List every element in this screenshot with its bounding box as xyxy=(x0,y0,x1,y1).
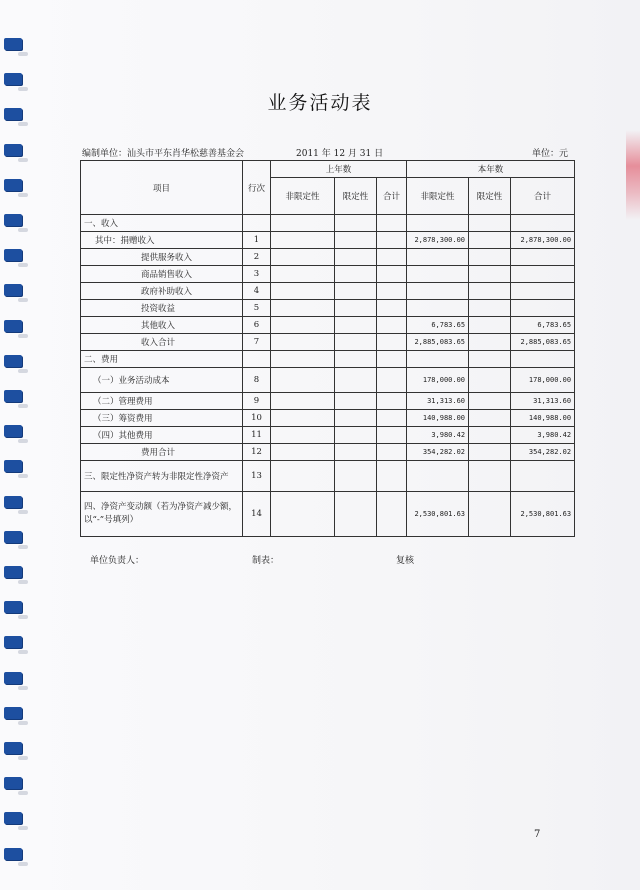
prepared-label: 制表： xyxy=(252,556,280,566)
header-prev-unrestricted: 非限定性 xyxy=(271,178,335,215)
row-line-number: 7 xyxy=(243,334,271,351)
binding-ring xyxy=(18,474,28,478)
header-prev-year: 上年数 xyxy=(271,161,407,178)
binding-hole xyxy=(4,179,22,191)
binding-hole xyxy=(4,742,22,754)
page-title: 业务活动表 xyxy=(267,92,373,114)
cur-total-cell: 2,878,300.00 xyxy=(511,232,575,249)
prev-restricted-cell xyxy=(335,300,377,317)
binding-ring xyxy=(18,404,28,408)
prev-unrestricted-cell xyxy=(271,351,335,368)
cur-unrestricted-cell xyxy=(407,215,469,232)
report-meta xyxy=(82,146,578,160)
prev-unrestricted-cell xyxy=(271,232,335,249)
binding-ring xyxy=(18,228,28,232)
cur-unrestricted-cell: 31,313.60 xyxy=(407,393,469,410)
binding-ring xyxy=(18,369,28,373)
row-line-number: 11 xyxy=(243,427,271,444)
row-label: 一、收入 xyxy=(81,215,243,232)
responsible-label: 单位负责人： xyxy=(90,556,145,566)
cur-unrestricted-cell xyxy=(407,461,469,492)
binding-hole xyxy=(4,320,22,332)
table-row xyxy=(81,351,575,368)
row-line-number: 4 xyxy=(243,283,271,300)
row-label: 提供服务收入 xyxy=(81,249,243,266)
prev-unrestricted-cell xyxy=(271,283,335,300)
prev-total-cell xyxy=(377,249,407,266)
table-row xyxy=(81,368,575,393)
prev-restricted-cell xyxy=(335,393,377,410)
cur-total-cell xyxy=(511,249,575,266)
prev-total-cell xyxy=(377,266,407,283)
binding-hole xyxy=(4,848,22,860)
cur-restricted-cell xyxy=(469,427,511,444)
row-label: 商品销售收入 xyxy=(81,266,243,283)
binding-hole xyxy=(4,601,22,613)
prev-total-cell xyxy=(377,492,407,537)
prev-restricted-cell xyxy=(335,266,377,283)
table-row xyxy=(81,232,575,249)
binding-hole xyxy=(4,812,22,824)
row-label: 费用合计 xyxy=(81,444,243,461)
binding-hole xyxy=(4,777,22,789)
prev-unrestricted-cell xyxy=(271,249,335,266)
header-prev-restricted: 限定性 xyxy=(335,178,377,215)
row-label: 其他收入 xyxy=(81,317,243,334)
prev-restricted-cell xyxy=(335,368,377,393)
prev-unrestricted-cell xyxy=(271,317,335,334)
prev-unrestricted-cell xyxy=(271,300,335,317)
row-label: 三、限定性净资产转为非限定性净资产 xyxy=(81,461,243,492)
cur-total-cell: 140,988.00 xyxy=(511,410,575,427)
header-item: 项目 xyxy=(81,161,243,215)
prev-total-cell xyxy=(377,351,407,368)
row-line-number: 13 xyxy=(243,461,271,492)
binding-hole xyxy=(4,531,22,543)
prev-total-cell xyxy=(377,283,407,300)
binding-hole xyxy=(4,38,22,50)
prev-total-cell xyxy=(377,215,407,232)
header-cur-unrestricted: 非限定性 xyxy=(407,178,469,215)
spiral-binding xyxy=(0,0,26,890)
prev-restricted-cell xyxy=(335,249,377,266)
header-cur-restricted: 限定性 xyxy=(469,178,511,215)
prev-restricted-cell xyxy=(335,444,377,461)
row-line-number: 5 xyxy=(243,300,271,317)
cur-restricted-cell xyxy=(469,317,511,334)
red-stamp-fragment xyxy=(626,130,640,220)
cur-unrestricted-cell: 140,988.00 xyxy=(407,410,469,427)
cur-total-cell: 2,885,083.65 xyxy=(511,334,575,351)
cur-unrestricted-cell: 6,783.65 xyxy=(407,317,469,334)
row-line-number: 3 xyxy=(243,266,271,283)
binding-hole xyxy=(4,214,22,226)
row-label: （四）其他费用 xyxy=(81,427,243,444)
prev-unrestricted-cell xyxy=(271,427,335,444)
binding-ring xyxy=(18,862,28,866)
binding-hole xyxy=(4,390,22,402)
cur-unrestricted-cell: 2,885,083.65 xyxy=(407,334,469,351)
prev-unrestricted-cell xyxy=(271,410,335,427)
prev-total-cell xyxy=(377,393,407,410)
prev-unrestricted-cell xyxy=(271,215,335,232)
table-row xyxy=(81,461,575,492)
row-label: 收入合计 xyxy=(81,334,243,351)
cur-total-cell: 2,530,801.63 xyxy=(511,492,575,537)
currency-unit: 单位：元 xyxy=(531,149,568,159)
cur-restricted-cell xyxy=(469,283,511,300)
table-row xyxy=(81,249,575,266)
row-label: 四、净资产变动额（若为净资产减少额，以“-”号填列） xyxy=(81,492,243,537)
prev-restricted-cell xyxy=(335,283,377,300)
prev-total-cell xyxy=(377,232,407,249)
row-label: 二、费用 xyxy=(81,351,243,368)
binding-ring xyxy=(18,52,28,56)
row-line-number: 9 xyxy=(243,393,271,410)
binding-hole xyxy=(4,284,22,296)
cur-unrestricted-cell xyxy=(407,300,469,317)
cur-unrestricted-cell: 178,000.00 xyxy=(407,368,469,393)
cur-unrestricted-cell: 2,530,801.63 xyxy=(407,492,469,537)
binding-hole xyxy=(4,566,22,578)
prev-total-cell xyxy=(377,427,407,444)
cur-unrestricted-cell: 2,878,300.00 xyxy=(407,232,469,249)
prev-unrestricted-cell xyxy=(271,492,335,537)
prev-restricted-cell xyxy=(335,492,377,537)
binding-ring xyxy=(18,298,28,302)
cur-restricted-cell xyxy=(469,444,511,461)
binding-ring xyxy=(18,650,28,654)
binding-ring xyxy=(18,580,28,584)
cur-restricted-cell xyxy=(469,351,511,368)
binding-hole xyxy=(4,355,22,367)
cur-restricted-cell xyxy=(469,215,511,232)
binding-ring xyxy=(18,510,28,514)
binding-ring xyxy=(18,756,28,760)
binding-hole xyxy=(4,425,22,437)
cur-restricted-cell xyxy=(469,368,511,393)
prev-unrestricted-cell xyxy=(271,266,335,283)
table-row xyxy=(81,300,575,317)
prev-total-cell xyxy=(377,368,407,393)
cur-total-cell: 31,313.60 xyxy=(511,393,575,410)
cur-total-cell: 6,783.65 xyxy=(511,317,575,334)
cur-restricted-cell xyxy=(469,393,511,410)
cur-restricted-cell xyxy=(469,300,511,317)
header-line: 行次 xyxy=(243,161,271,215)
table-row xyxy=(81,393,575,410)
binding-hole xyxy=(4,73,22,85)
binding-ring xyxy=(18,545,28,549)
prev-total-cell xyxy=(377,461,407,492)
cur-restricted-cell xyxy=(469,410,511,427)
table-row xyxy=(81,492,575,537)
binding-hole xyxy=(4,707,22,719)
prev-total-cell xyxy=(377,317,407,334)
binding-ring xyxy=(18,439,28,443)
prev-restricted-cell xyxy=(335,461,377,492)
cur-restricted-cell xyxy=(469,334,511,351)
binding-ring xyxy=(18,193,28,197)
row-label: （一）业务活动成本 xyxy=(81,368,243,393)
binding-hole xyxy=(4,460,22,472)
row-line-number: 2 xyxy=(243,249,271,266)
prev-restricted-cell xyxy=(335,232,377,249)
binding-ring xyxy=(18,122,28,126)
row-label: 其中：捐赠收入 xyxy=(81,232,243,249)
binding-ring xyxy=(18,721,28,725)
prev-unrestricted-cell xyxy=(271,368,335,393)
binding-ring xyxy=(18,263,28,267)
cur-unrestricted-cell: 354,282.02 xyxy=(407,444,469,461)
row-line-number xyxy=(243,351,271,368)
cur-total-cell: 354,282.02 xyxy=(511,444,575,461)
row-label: 政府补助收入 xyxy=(81,283,243,300)
prev-restricted-cell xyxy=(335,215,377,232)
cur-total-cell: 3,980.42 xyxy=(511,427,575,444)
row-line-number: 14 xyxy=(243,492,271,537)
prev-unrestricted-cell xyxy=(271,393,335,410)
binding-ring xyxy=(18,826,28,830)
cur-unrestricted-cell xyxy=(407,351,469,368)
cur-total-cell: 178,000.00 xyxy=(511,368,575,393)
prev-restricted-cell xyxy=(335,334,377,351)
binding-ring xyxy=(18,686,28,690)
row-line-number xyxy=(243,215,271,232)
table-row xyxy=(81,283,575,300)
prev-total-cell xyxy=(377,300,407,317)
cur-restricted-cell xyxy=(469,232,511,249)
prev-restricted-cell xyxy=(335,351,377,368)
binding-hole xyxy=(4,496,22,508)
cur-unrestricted-cell: 3,980.42 xyxy=(407,427,469,444)
row-label: 投资收益 xyxy=(81,300,243,317)
header-cur-total: 合计 xyxy=(511,178,575,215)
cur-total-cell xyxy=(511,266,575,283)
row-line-number: 12 xyxy=(243,444,271,461)
cur-total-cell xyxy=(511,215,575,232)
cur-unrestricted-cell xyxy=(407,266,469,283)
cur-restricted-cell xyxy=(469,266,511,283)
header-this-year: 本年数 xyxy=(407,161,575,178)
table-row xyxy=(81,215,575,232)
row-line-number: 10 xyxy=(243,410,271,427)
binding-ring xyxy=(18,334,28,338)
row-label: （三）筹资费用 xyxy=(81,410,243,427)
prev-total-cell xyxy=(377,444,407,461)
binding-hole xyxy=(4,249,22,261)
prev-unrestricted-cell xyxy=(271,334,335,351)
binding-hole xyxy=(4,672,22,684)
row-label: （二）管理费用 xyxy=(81,393,243,410)
binding-ring xyxy=(18,615,28,619)
prev-total-cell xyxy=(377,334,407,351)
cur-restricted-cell xyxy=(469,492,511,537)
cur-unrestricted-cell xyxy=(407,249,469,266)
row-line-number: 6 xyxy=(243,317,271,334)
cur-restricted-cell xyxy=(469,461,511,492)
prev-unrestricted-cell xyxy=(271,444,335,461)
review-label: 复核 xyxy=(396,556,415,566)
binding-ring xyxy=(18,791,28,795)
prev-unrestricted-cell xyxy=(271,461,335,492)
row-line-number: 1 xyxy=(243,232,271,249)
prev-restricted-cell xyxy=(335,317,377,334)
organization-label: 编制单位：汕头市平东肖华松慈善基金会 xyxy=(82,149,245,159)
table-row xyxy=(81,317,575,334)
table-row xyxy=(81,410,575,427)
table-row xyxy=(81,334,575,351)
row-line-number: 8 xyxy=(243,368,271,393)
binding-hole xyxy=(4,636,22,648)
table-row xyxy=(81,266,575,283)
table-row xyxy=(81,444,575,461)
cur-total-cell xyxy=(511,300,575,317)
cur-total-cell xyxy=(511,461,575,492)
cur-restricted-cell xyxy=(469,249,511,266)
page-number: 7 xyxy=(534,829,541,840)
binding-hole xyxy=(4,144,22,156)
cur-total-cell xyxy=(511,351,575,368)
prev-restricted-cell xyxy=(335,427,377,444)
table-row xyxy=(81,427,575,444)
cur-total-cell xyxy=(511,283,575,300)
activity-table xyxy=(80,160,575,537)
report-date: 2011 年 12 月 31 日 xyxy=(296,149,384,159)
header-prev-total: 合计 xyxy=(377,178,407,215)
binding-ring xyxy=(18,158,28,162)
prev-total-cell xyxy=(377,410,407,427)
prev-restricted-cell xyxy=(335,410,377,427)
cur-unrestricted-cell xyxy=(407,283,469,300)
